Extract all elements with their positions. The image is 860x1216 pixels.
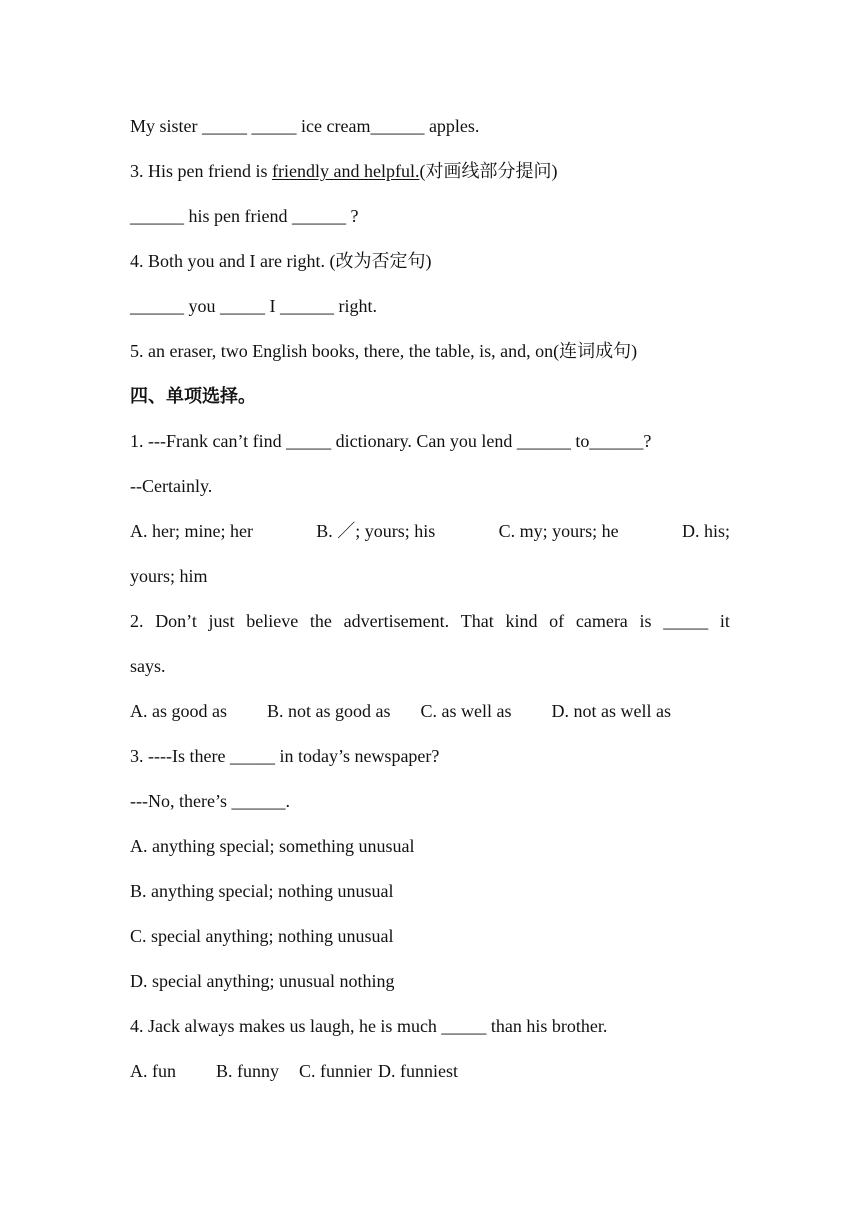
question-4: 4. Both you and I are right. (改为否定句) [130,251,432,271]
section-heading: 四、单项选择。 [130,386,256,406]
option-c: C. my; yours; he [498,521,619,541]
mc-question-1: 1. ---Frank can’t find _____ dictionary. Can you lend ______ to______? [130,431,652,451]
option-c: C. as well as [420,701,512,721]
mc-question-4: 4. Jack always makes us laugh, he is much _____ than his brother. [130,1016,608,1036]
mc-question-3-answer: ---No, there’s ______. [130,791,290,811]
word: of [549,611,565,631]
option-b: B. funny [216,1061,279,1081]
mc-question-1-options-cont: yours; him [130,566,208,586]
mc-question-1-options [130,509,730,554]
question-3-underlined: friendly and helpful. [271,161,420,181]
option-b: B. not as good as [267,701,391,721]
mc-question-3: 3. ----Is there _____ in today’s newspaper? [130,746,440,766]
option-b: B. anything special; nothing unusual [130,881,394,901]
question-3-instruction: (对画线部分提问) [419,161,558,181]
question-3 [130,149,730,194]
mc-question-2 [130,599,730,644]
answer-line-2: My sister _____ _____ ice cream______ apples. [130,116,480,136]
worksheet-page [130,104,730,1094]
answer-line-3: ______ his pen friend ______ ? [130,206,359,226]
mc-question-2-options [130,689,730,734]
word: advertisement. [343,611,450,631]
word: _____ [663,611,709,631]
word: camera [575,611,628,631]
option-a: A. fun [130,1061,176,1081]
word: it [719,611,730,631]
option-a: A. anything special; something unusual [130,836,415,856]
option-a: A. her; mine; her [130,521,253,541]
option-d: D. special anything; unusual nothing [130,971,395,991]
word: Don’t [155,611,197,631]
mc-question-4-options [130,1049,730,1094]
option-c: C. funnier [299,1061,372,1081]
question-5: 5. an eraser, two English books, there, the table, is, and, on(连词成句) [130,341,638,361]
option-a: A. as good as [130,701,227,721]
mc-question-1-answer: --Certainly. [130,476,213,496]
word: That [460,611,494,631]
word: 2. [130,611,144,631]
word: kind [505,611,538,631]
option-b: B. ／; yours; his [316,521,436,541]
question-3-prefix: 3. His pen friend is [130,161,272,181]
word: is [639,611,652,631]
option-d: D. his; [681,521,730,541]
option-d: D. not as well as [551,701,671,721]
answer-line-4: ______ you _____ I ______ right. [130,296,377,316]
option-d: D. funniest [377,1061,458,1081]
word: just [208,611,235,631]
mc-question-2-cont: says. [130,656,166,676]
word: the [309,611,332,631]
option-c: C. special anything; nothing unusual [130,926,394,946]
word: believe [246,611,299,631]
